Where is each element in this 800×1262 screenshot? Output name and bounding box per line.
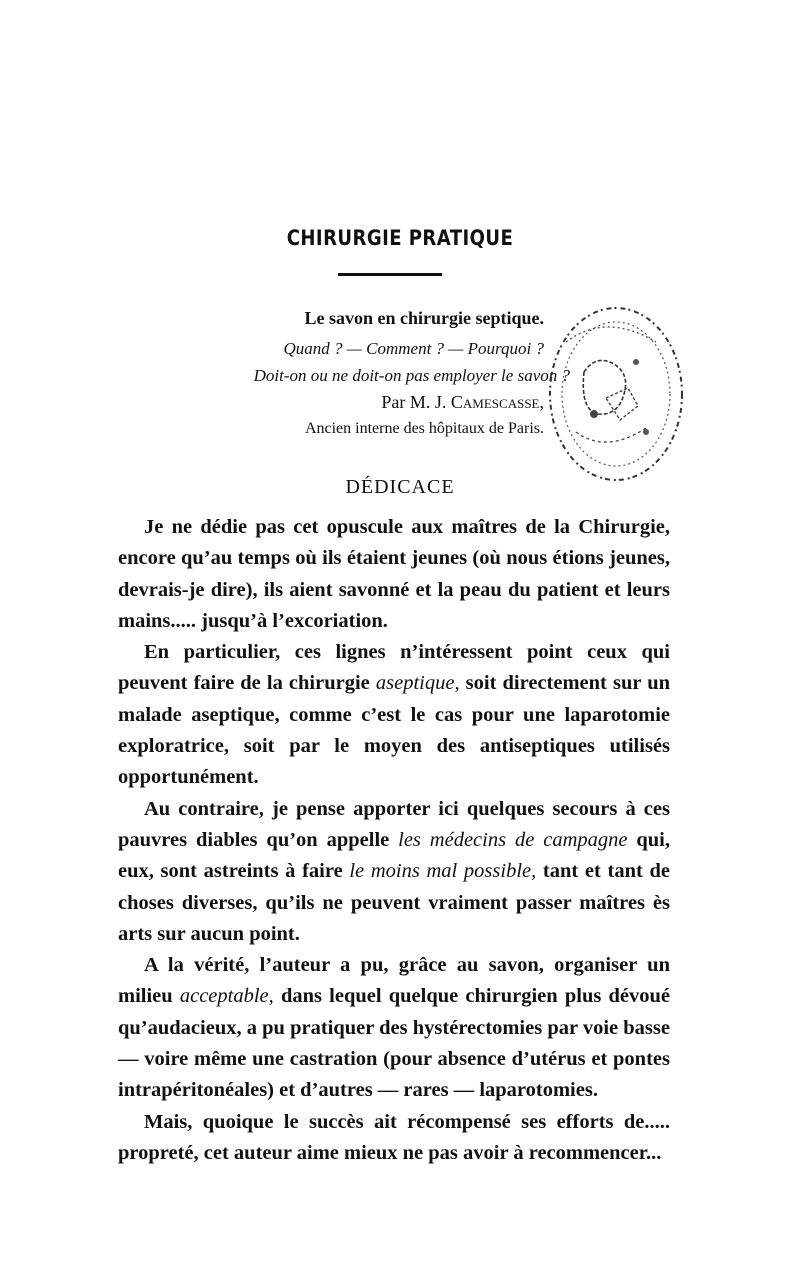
- body-text: [118, 512, 670, 1169]
- dedication-heading: DÉDICACE: [345, 476, 455, 498]
- author-role: Ancien interne des hôpitaux de Paris.: [304, 420, 544, 437]
- article-question-2: Doit-on ou ne doit-on pas employer le savon ?: [253, 366, 570, 385]
- paragraph: [118, 512, 670, 637]
- text-run: soit directement sur un malade aseptique, comme c’est le cas pour une laparotomie exploratrice, soit par le moyen des antiseptiques utilisés opportunément.: [118, 672, 670, 789]
- text-run: Je ne dédie pas cet opuscule aux maîtres de la Chirurgie, encore qu’au temps où ils étaient jeunes (où nous étions jeunes, devrais-je dire), ils aient savonné et la peau du patient et leurs mains..... jusqu’à l’excoriation.: [118, 516, 670, 632]
- italic-phrase: aseptique,: [375, 672, 460, 695]
- library-stamp-icon: [536, 302, 692, 492]
- text-run: A la vérité, l’auteur a pu, grâce au savon, organiser un milieu: [118, 954, 670, 1008]
- paragraph: [118, 794, 670, 950]
- title-divider: [338, 273, 442, 276]
- italic-phrase: le moins mal possible,: [349, 860, 537, 883]
- text-run: En particulier, ces lignes n’intéressent point ceux qui peuvent faire de la chirurgie: [118, 641, 670, 695]
- paragraph: [118, 950, 670, 1106]
- paragraph: [118, 637, 670, 793]
- text-run: Au contraire, je pense apporter ici quelques secours à ces pauvres diables qu’on appelle: [118, 797, 670, 851]
- author-line: [200, 392, 544, 413]
- article-title: Le savon en chirurgie septique.: [304, 308, 544, 328]
- italic-phrase: acceptable,: [179, 985, 274, 1008]
- article-questions: Quand ? — Comment ? — Pourquoi ?: [283, 339, 544, 358]
- section-title: CHIRURGIE PRATIQUE: [286, 226, 514, 250]
- text-run: tant et tant de choses diverses, qu’ils ne peuvent vraiment passer maîtres ès arts sur aucun point.: [118, 860, 670, 945]
- author-prefix: Par M. J.: [381, 392, 447, 412]
- author-name: Camescasse,: [450, 392, 544, 412]
- text-run: qui, eux, sont astreints à faire: [118, 828, 671, 883]
- text-run: Mais, quoique le succès ait récompensé ses efforts de..... propreté, cet auteur aime mieux ne pas avoir à recommencer...: [118, 1110, 670, 1164]
- text-run: dans lequel quelque chirurgien plus dévoué qu’audacieux, a pu pratiquer des hystérectomies par voie basse — voire même une castration (pour absence d’utérus et pontes intrapéritonéales) et d’autres — rares — laparotomies.: [118, 985, 671, 1102]
- italic-phrase: les médecins de campagne: [398, 828, 628, 851]
- paragraph: [118, 1107, 670, 1170]
